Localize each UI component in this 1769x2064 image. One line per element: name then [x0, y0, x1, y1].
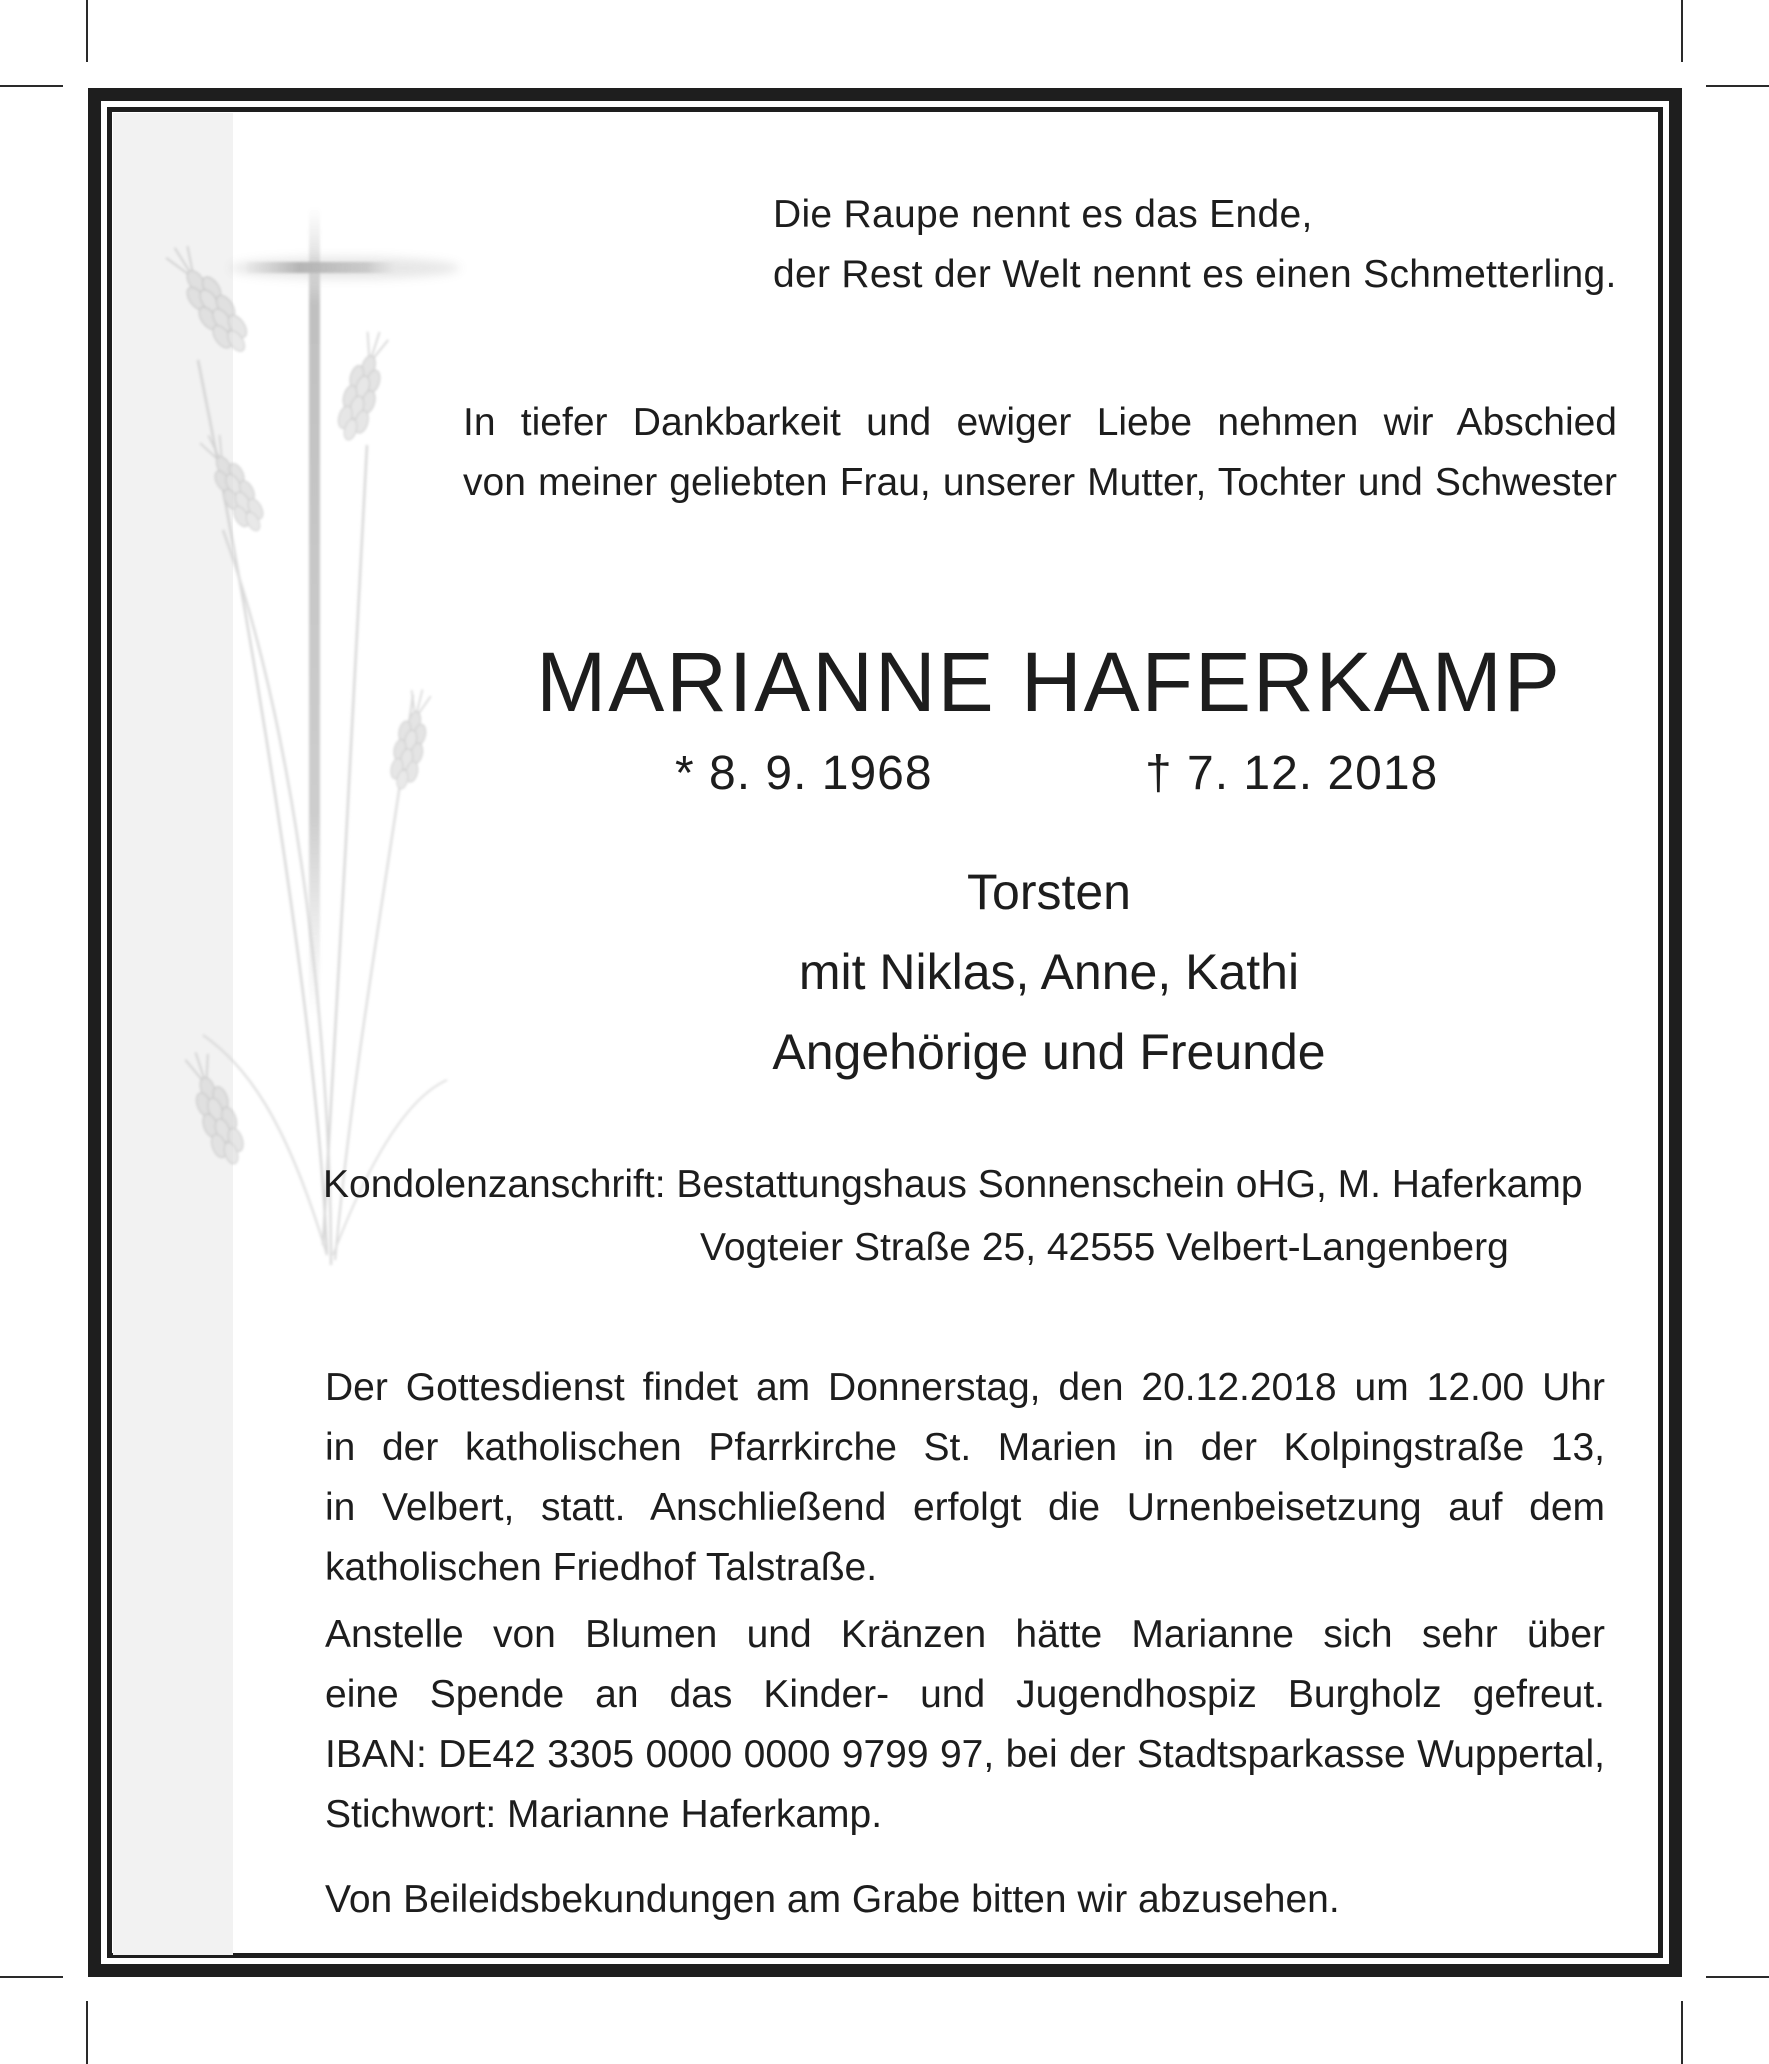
quote-block	[773, 185, 1653, 305]
death-date: † 7. 12. 2018	[1145, 747, 1439, 800]
condolence-address-line-1: Kondolenzanschrift: Bestattungshaus Sonnenschein oHG, M. Haferkamp	[323, 1163, 1583, 1206]
mourner-line: Torsten	[967, 864, 1131, 920]
crop-mark-top-right-horizontal	[1706, 85, 1769, 87]
donation-line: Stichwort: Marianne Haferkamp.	[325, 1793, 883, 1836]
introduction-block	[463, 393, 1617, 513]
deceased-name: MARIANNE HAFERKAMP	[536, 635, 1562, 729]
crop-mark-bottom-right-vertical	[1681, 2001, 1683, 2064]
closing-line: Von Beileidsbekundungen am Grabe bitten wir abzusehen.	[325, 1878, 1340, 1921]
crop-mark-top-left-horizontal	[0, 85, 63, 87]
service-info-line: katholischen Friedhof Talstraße.	[325, 1546, 878, 1589]
service-info-line: in der katholischen Pfarrkirche St. Marien in der Kolpingstraße 13,	[325, 1426, 1605, 1469]
crop-mark-bottom-left-horizontal	[0, 1976, 63, 1978]
donation-paragraph	[325, 1605, 1605, 1845]
quote-line: Die Raupe nennt es das Ende,	[773, 193, 1313, 236]
wheat-stalks-icon	[159, 239, 447, 1265]
crop-mark-bottom-left-vertical	[86, 2001, 88, 2064]
introduction-line: In tiefer Dankbarkeit und ewiger Liebe nehmen wir Abschied	[463, 401, 1617, 444]
mourner-line: Angehörige und Freunde	[772, 1024, 1326, 1080]
donation-line: Anstelle von Blumen und Kränzen hätte Marianne sich sehr über	[325, 1613, 1605, 1656]
birth-date: * 8. 9. 1968	[675, 747, 933, 800]
introduction-line: von meiner geliebten Frau, unserer Mutter, Tochter und Schwester	[463, 461, 1617, 504]
crop-mark-bottom-right-horizontal	[1706, 1976, 1769, 1978]
mourner-line: mit Niklas, Anne, Kathi	[798, 944, 1300, 1000]
service-info-line: Der Gottesdienst findet am Donnerstag, den 20.12.2018 um 12.00 Uhr	[325, 1366, 1605, 1409]
donation-line: eine Spende an das Kinder- und Jugendhospiz Burgholz gefreut.	[325, 1673, 1605, 1716]
donation-line: IBAN: DE42 3305 0000 0000 9799 97, bei der Stadtsparkasse Wuppertal,	[325, 1733, 1605, 1776]
quote-line: der Rest der Welt nennt es einen Schmetterling.	[773, 253, 1617, 296]
mourners-block	[433, 852, 1665, 1092]
cross-icon	[230, 207, 460, 1017]
service-info-paragraph	[325, 1358, 1605, 1598]
crop-mark-top-left-vertical	[86, 0, 88, 62]
condolence-address-line-2: Vogteier Straße 25, 42555 Velbert-Langenberg	[700, 1226, 1509, 1269]
crop-mark-top-right-vertical	[1681, 0, 1683, 62]
service-info-line: in Velbert, statt. Anschließend erfolgt die Urnenbeisetzung auf dem	[325, 1486, 1605, 1529]
